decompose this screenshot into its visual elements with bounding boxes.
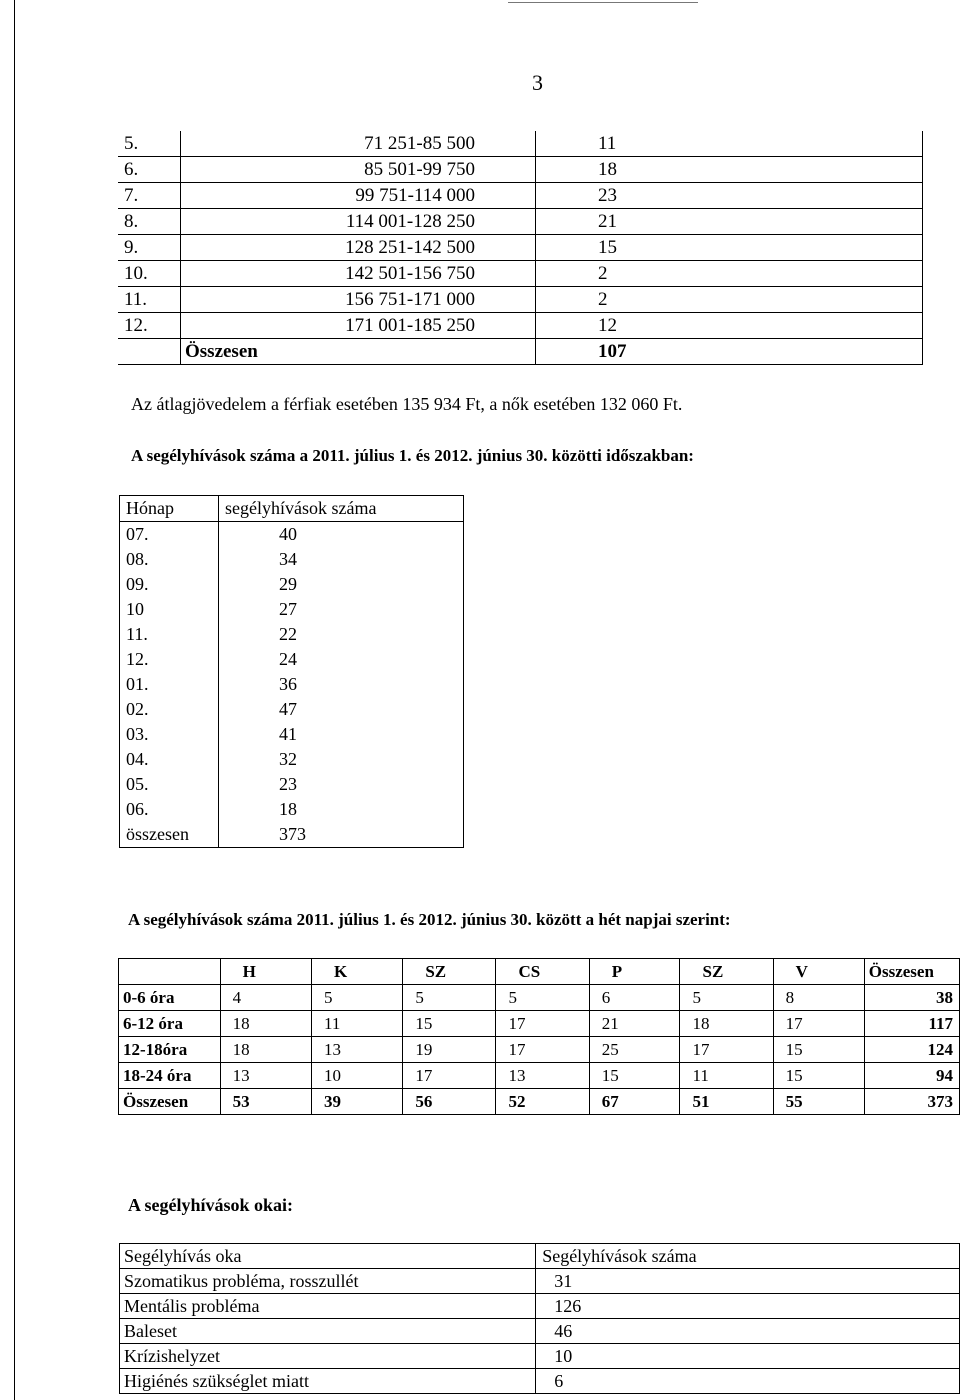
header-row xyxy=(119,959,960,985)
value-cell: 5 xyxy=(496,985,589,1011)
table-row xyxy=(120,672,464,697)
bracket-range: 71 251-85 500 xyxy=(181,131,536,157)
table-row xyxy=(118,261,923,287)
reason-cell: Baleset xyxy=(120,1319,536,1344)
month-header: Hónap xyxy=(120,496,219,522)
count-cell: 6 xyxy=(536,1369,960,1394)
value-cell: 94 xyxy=(864,1063,959,1089)
value-cell: 17 xyxy=(680,1037,773,1063)
row-label xyxy=(119,959,221,985)
table-row xyxy=(120,772,464,797)
value-cell: 8 xyxy=(773,985,864,1011)
value-cell: SZ xyxy=(403,959,496,985)
bracket-index: 5. xyxy=(118,131,181,157)
count-cell: 47 xyxy=(279,699,297,719)
value-cell: 21 xyxy=(589,1011,680,1037)
count-cell: 34 xyxy=(279,549,297,569)
value-cell: K xyxy=(311,959,402,985)
value-cell: 6 xyxy=(589,985,680,1011)
value-cell: 373 xyxy=(864,1089,959,1115)
count-cell: 32 xyxy=(279,749,297,769)
value-cell: 117 xyxy=(864,1011,959,1037)
value-cell: 15 xyxy=(403,1011,496,1037)
table-row xyxy=(120,1319,960,1344)
count-cell: 18 xyxy=(279,799,297,819)
left-margin-rule xyxy=(14,0,15,1400)
value-cell: 5 xyxy=(680,985,773,1011)
count-cell: 29 xyxy=(279,574,297,594)
count-cell: 31 xyxy=(536,1269,960,1294)
bracket-range: 142 501-156 750 xyxy=(181,261,536,287)
bracket-index: 7. xyxy=(118,183,181,209)
table-row xyxy=(119,1011,960,1037)
row-label: 18-24 óra xyxy=(119,1063,221,1089)
bracket-range: 114 001-128 250 xyxy=(181,209,536,235)
month-cell: 11. xyxy=(120,622,219,647)
bracket-index: 8. xyxy=(118,209,181,235)
table-row xyxy=(120,747,464,772)
blank-cell xyxy=(118,339,181,365)
count-cell: 22 xyxy=(279,624,297,644)
table-row xyxy=(120,597,464,622)
value-cell: 17 xyxy=(403,1063,496,1089)
count-cell: 40 xyxy=(279,524,297,544)
value-cell: SZ xyxy=(680,959,773,985)
table-row xyxy=(120,697,464,722)
table-row xyxy=(118,183,923,209)
table-row xyxy=(120,622,464,647)
value-cell: 55 xyxy=(773,1089,864,1115)
income-bracket-table xyxy=(118,131,923,365)
monthly-calls-table xyxy=(119,495,464,848)
table-row xyxy=(120,1369,960,1394)
table-row xyxy=(120,522,464,548)
table-row xyxy=(120,797,464,822)
bracket-count: 18 xyxy=(536,157,923,183)
total-label: Összesen xyxy=(181,339,536,365)
value-cell: 67 xyxy=(589,1089,680,1115)
value-cell: 18 xyxy=(220,1011,311,1037)
value-cell: 13 xyxy=(311,1037,402,1063)
month-cell: 04. xyxy=(120,747,219,772)
month-cell: 03. xyxy=(120,722,219,747)
bracket-range: 99 751-114 000 xyxy=(181,183,536,209)
table-row xyxy=(120,572,464,597)
month-cell: 06. xyxy=(120,797,219,822)
row-label: 6-12 óra xyxy=(119,1011,221,1037)
monthly-heading: A segélyhívások száma a 2011. július 1. és 2012. június 30. közötti időszakban: xyxy=(131,446,694,465)
reasons-heading: A segélyhívások okai: xyxy=(128,1195,294,1215)
value-cell: 39 xyxy=(311,1089,402,1115)
top-rule xyxy=(508,2,698,3)
table-row xyxy=(118,287,923,313)
count-cell: 10 xyxy=(536,1344,960,1369)
table-row xyxy=(119,1063,960,1089)
bracket-index: 9. xyxy=(118,235,181,261)
value-cell: 38 xyxy=(864,985,959,1011)
table-row xyxy=(118,131,923,157)
count-cell: 126 xyxy=(536,1294,960,1319)
bracket-range: 85 501-99 750 xyxy=(181,157,536,183)
value-cell: 15 xyxy=(773,1037,864,1063)
value-cell: 19 xyxy=(403,1037,496,1063)
bracket-index: 10. xyxy=(118,261,181,287)
header-row xyxy=(120,1244,960,1269)
count-header: Segélyhívások száma xyxy=(536,1244,960,1269)
table-row xyxy=(120,647,464,672)
value-cell: 11 xyxy=(311,1011,402,1037)
bracket-count: 21 xyxy=(536,209,923,235)
month-cell: 07. xyxy=(120,522,219,548)
value-cell: Összesen xyxy=(864,959,959,985)
value-cell: 52 xyxy=(496,1089,589,1115)
value-cell: 18 xyxy=(220,1037,311,1063)
table-row xyxy=(120,722,464,747)
bracket-range: 171 001-185 250 xyxy=(181,313,536,339)
value-cell: 53 xyxy=(220,1089,311,1115)
value-cell: 15 xyxy=(773,1063,864,1089)
table-row xyxy=(118,313,923,339)
value-cell: 51 xyxy=(680,1089,773,1115)
row-label: Összesen xyxy=(119,1089,221,1115)
average-income-sentence: Az átlagjövedelem a férfiak esetében 135 934 Ft, a nők esetében 132 060 Ft. xyxy=(131,394,683,414)
value-cell: 17 xyxy=(496,1011,589,1037)
value-cell: 5 xyxy=(311,985,402,1011)
table-row xyxy=(118,157,923,183)
bracket-index: 6. xyxy=(118,157,181,183)
value-cell: 13 xyxy=(220,1063,311,1089)
count-cell: 41 xyxy=(279,724,297,744)
bracket-count: 23 xyxy=(536,183,923,209)
value-cell: 56 xyxy=(403,1089,496,1115)
reason-cell: Mentális probléma xyxy=(120,1294,536,1319)
table-row xyxy=(119,985,960,1011)
table-row xyxy=(119,1037,960,1063)
value-cell: 18 xyxy=(680,1011,773,1037)
bracket-count: 2 xyxy=(536,287,923,313)
count-cell: 27 xyxy=(279,599,297,619)
header-row xyxy=(120,496,464,522)
value-cell: 13 xyxy=(496,1063,589,1089)
value-cell: 25 xyxy=(589,1037,680,1063)
month-cell: 12. xyxy=(120,647,219,672)
table-row xyxy=(118,209,923,235)
reason-cell: Szomatikus probléma, rosszullét xyxy=(120,1269,536,1294)
count-cell: 36 xyxy=(279,674,297,694)
reason-cell: Krízishelyzet xyxy=(120,1344,536,1369)
value-cell: 11 xyxy=(680,1063,773,1089)
value-cell: 10 xyxy=(311,1063,402,1089)
month-cell: 10 xyxy=(120,597,219,622)
count-cell: 24 xyxy=(279,649,297,669)
bracket-index: 12. xyxy=(118,313,181,339)
value-cell: V xyxy=(773,959,864,985)
value-cell: 15 xyxy=(589,1063,680,1089)
table-row xyxy=(120,1344,960,1369)
value-cell: 4 xyxy=(220,985,311,1011)
total-value: 373 xyxy=(219,822,464,848)
total-row xyxy=(119,1089,960,1115)
value-cell: H xyxy=(220,959,311,985)
value-cell: CS xyxy=(496,959,589,985)
bracket-range: 156 751-171 000 xyxy=(181,287,536,313)
bracket-count: 15 xyxy=(536,235,923,261)
table-row xyxy=(118,235,923,261)
row-label: 0-6 óra xyxy=(119,985,221,1011)
bracket-index: 11. xyxy=(118,287,181,313)
table-row xyxy=(120,1294,960,1319)
bracket-count: 2 xyxy=(536,261,923,287)
value-cell: 17 xyxy=(496,1037,589,1063)
row-label: 12-18óra xyxy=(119,1037,221,1063)
count-cell: 23 xyxy=(279,774,297,794)
bracket-range: 128 251-142 500 xyxy=(181,235,536,261)
value-cell: 124 xyxy=(864,1037,959,1063)
reason-header: Segélyhívás oka xyxy=(120,1244,536,1269)
bracket-count: 11 xyxy=(536,131,923,157)
weekday-heading: A segélyhívások száma 2011. július 1. és 2012. június 30. között a hét napjai szerint: xyxy=(128,910,731,929)
total-row xyxy=(118,339,923,365)
total-row xyxy=(120,822,464,848)
month-cell: 05. xyxy=(120,772,219,797)
total-label: összesen xyxy=(120,822,219,848)
month-cell: 01. xyxy=(120,672,219,697)
weekday-calls-table xyxy=(118,958,960,1115)
value-cell: 5 xyxy=(403,985,496,1011)
table-row xyxy=(120,547,464,572)
page-number: 3 xyxy=(532,70,543,95)
total-value: 107 xyxy=(536,339,923,365)
month-cell: 02. xyxy=(120,697,219,722)
table-row xyxy=(120,1269,960,1294)
count-cell: 46 xyxy=(536,1319,960,1344)
value-cell: 17 xyxy=(773,1011,864,1037)
value-cell: P xyxy=(589,959,680,985)
month-cell: 09. xyxy=(120,572,219,597)
month-cell: 08. xyxy=(120,547,219,572)
bracket-count: 12 xyxy=(536,313,923,339)
reason-cell: Higiénés szükséglet miatt xyxy=(120,1369,536,1394)
call-reasons-table xyxy=(119,1243,960,1394)
count-header: segélyhívások száma xyxy=(219,496,464,522)
